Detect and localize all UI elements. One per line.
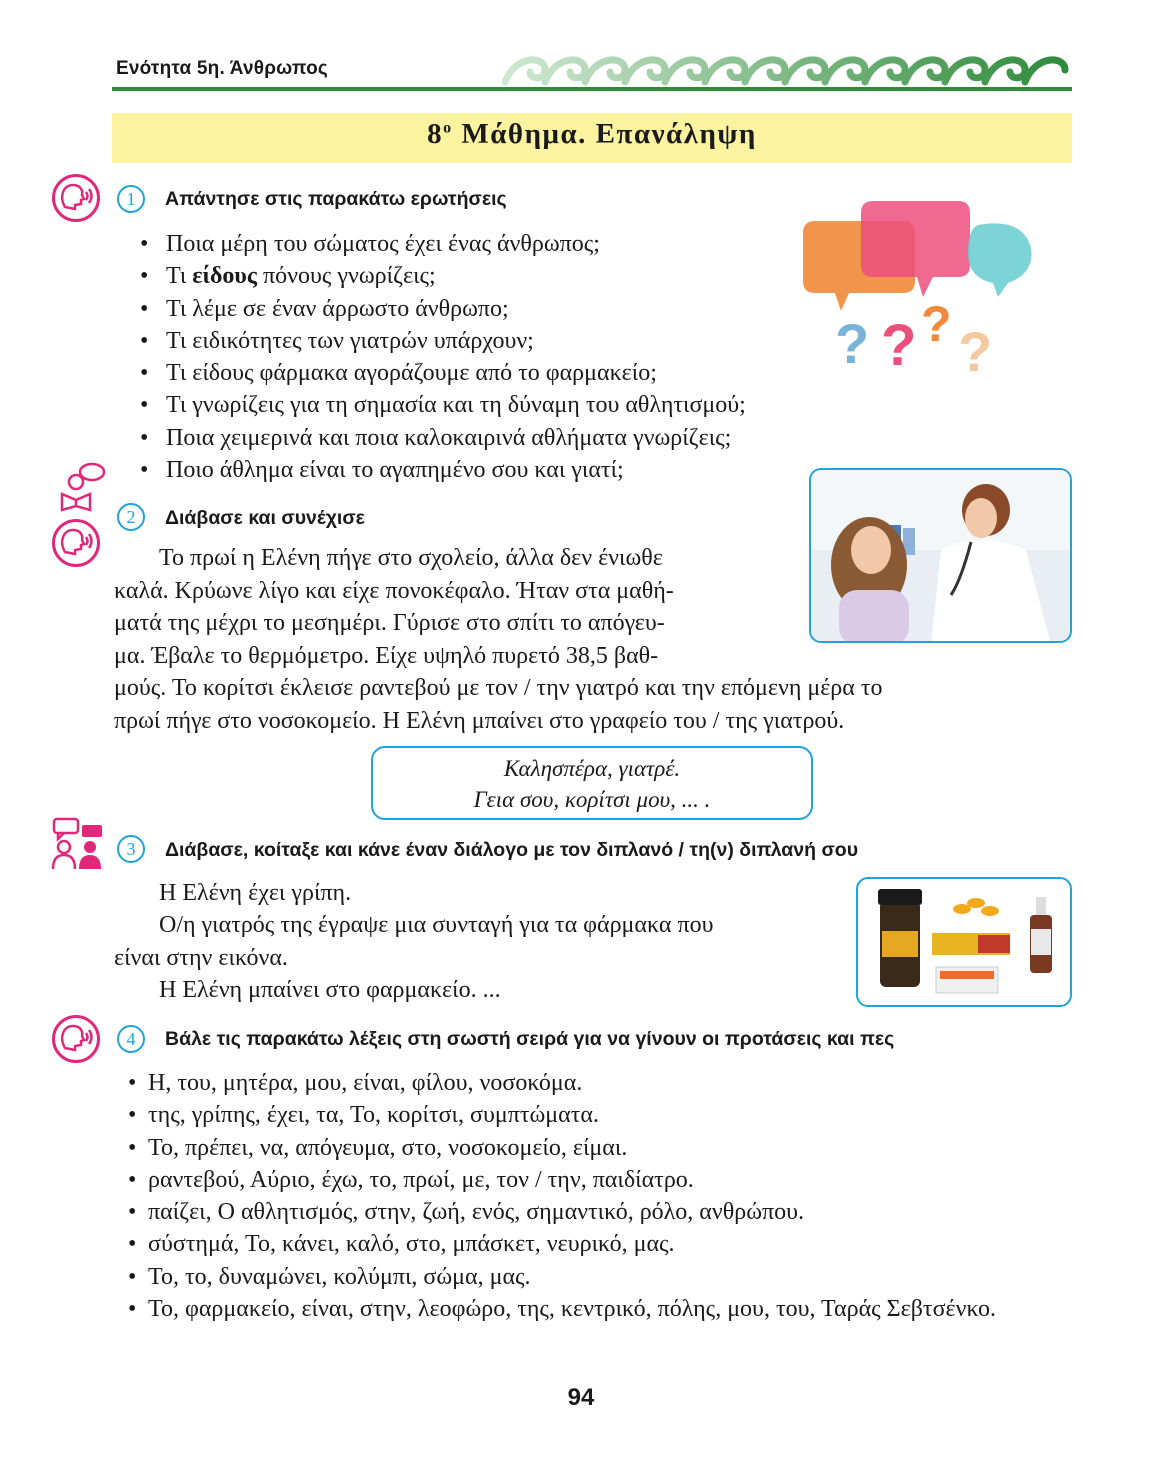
list-item: • Η, του, μητέρα, μου, είναι, φίλου, νοσοκόμα.: [128, 1067, 1073, 1099]
task3-line: είναι στην εικόνα.: [114, 945, 288, 971]
svg-text:?: ?: [958, 320, 993, 378]
task-number-1: 1: [117, 185, 145, 213]
speaking-head-icon: [52, 1015, 100, 1063]
page-number: 94: [567, 1384, 595, 1411]
speaking-head-icon: [52, 519, 100, 567]
doctor-photo: [809, 468, 1072, 643]
story-line: μούς. Το κορίτσι έκλεισε ραντεβού με τον / την γιατρό και την επόμενη μέρα το: [114, 675, 883, 701]
task-number-3: 3: [117, 835, 145, 863]
story-line: καλά. Κρύωνε λίγο και είχε πονοκέφαλο. Ήταν στα μαθή-: [114, 578, 674, 604]
task4-sentences: [128, 1067, 1073, 1325]
svg-text:?: ?: [881, 313, 917, 378]
task2-title: Διάβασε και συνέχισε: [165, 507, 365, 529]
task4-title: Βάλε τις παρακάτω λέξεις στη σωστή σειρά για να γίνουν οι προτάσεις και πες: [165, 1028, 895, 1050]
list-item: • της, γρίπης, έχει, τα, Το, κορίτσι, συμπτώματα.: [128, 1099, 1073, 1131]
list-item: • Ποιο άθλημα είναι το αγαπημένο σου και γιατί;: [140, 454, 940, 486]
speaking-head-icon: [52, 174, 100, 222]
dialogue-people-icon: [50, 817, 106, 871]
task-number-4: 4: [117, 1025, 145, 1053]
reading-child-icon: [54, 462, 106, 514]
list-item: • Το, το, δυναμώνει, κολύμπι, σώμα, μας.: [128, 1261, 1073, 1293]
task3-title: Διάβασε, κοίταξε και κάνε έναν διάλογο με τον διπλανό / τη(ν) διπλανή σου: [165, 839, 859, 861]
svg-text:?: ?: [835, 312, 870, 375]
task3-line: Ο/η γιατρός της έγραψε μια συνταγή για τα φάρμακα που: [159, 912, 714, 938]
list-item: • σύστημά, Το, κάνει, καλό, στο, μπάσκετ, νευρικό, μας.: [128, 1228, 1073, 1260]
story-line: ματά της μέχρι το μεσημέρι. Γύρισε στο σπίτι το απόγευ-: [114, 610, 665, 636]
list-item: • Τι είδους φάρμακα αγοράζουμε από το φαρμακείο;: [140, 357, 940, 389]
story-line: μα. Έβαλε το θερμόμετρο. Είχε υψηλό πυρετό 38,5 βαθ-: [114, 643, 659, 669]
list-item: • Το, πρέπει, να, απόγευμα, στο, νοσοκομείο, είμαι.: [128, 1132, 1073, 1164]
list-item: • Ποια χειμερινά και ποια καλοκαιρινά αθλήματα γνωρίζεις;: [140, 422, 940, 454]
medicines-photo: [856, 877, 1072, 1007]
lesson-title: $8^o$ Μάθημα. Επανάληψη: [427, 118, 757, 150]
dialog-box: [371, 746, 813, 820]
task3-line: Η Ελένη μπαίνει στο φαρμακείο. ...: [159, 977, 501, 1003]
dialog-line: Καλησπέρα, γιατρέ.: [503, 756, 681, 781]
story-line: Το πρωί η Ελένη πήγε στο σχολείο, άλλα δεν ένιωθε: [159, 545, 663, 571]
header-rule: [112, 87, 1072, 91]
story-line: πρωί πήγε στο νοσοκομείο. Η Ελένη μπαίνει στο γραφείο του / της γιατρού.: [114, 708, 845, 734]
task1-questions: [140, 228, 940, 486]
list-item: • Το, φαρμακείο, είναι, στην, λεοφώρο, της, κεντρικό, πόλης, μου, του, Ταράς Σεβτσένκο.: [128, 1293, 1073, 1325]
list-item: • Τι ειδικότητες των γιατρών υπάρχουν;: [140, 325, 940, 357]
svg-text:?: ?: [921, 296, 952, 352]
dialog-line: Γεια σου, κορίτσι μου, ... .: [473, 787, 711, 812]
list-item: • παίζει, Ο αθλητισμός, στην, ζωή, ενός, σημαντικό, ρόλο, ανθρώπου.: [128, 1196, 1073, 1228]
wave-ornament: [500, 50, 1072, 86]
list-item: • Τι είδους πόνους γνωρίζεις;: [140, 260, 940, 292]
task-number-2: 2: [117, 503, 145, 531]
task3-line: Η Ελένη έχει γρίπη.: [159, 880, 352, 906]
list-item: • Ποια μέρη του σώματος έχει ένας άνθρωπος;: [140, 228, 940, 260]
unit-title: Ενότητα 5η. Άνθρωπος: [116, 58, 328, 79]
list-item: • Τι λέμε σε έναν άρρωστο άνθρωπο;: [140, 293, 940, 325]
task1-title: Απάντησε στις παρακάτω ερωτήσεις: [165, 188, 507, 210]
list-item: • Τι γνωρίζεις για τη σημασία και τη δύναμη του αθλητισμού;: [140, 389, 940, 421]
list-item: • ραντεβού, Αύριο, έχω, το, πρωί, με, τον / την, παιδίατρο.: [128, 1164, 1073, 1196]
